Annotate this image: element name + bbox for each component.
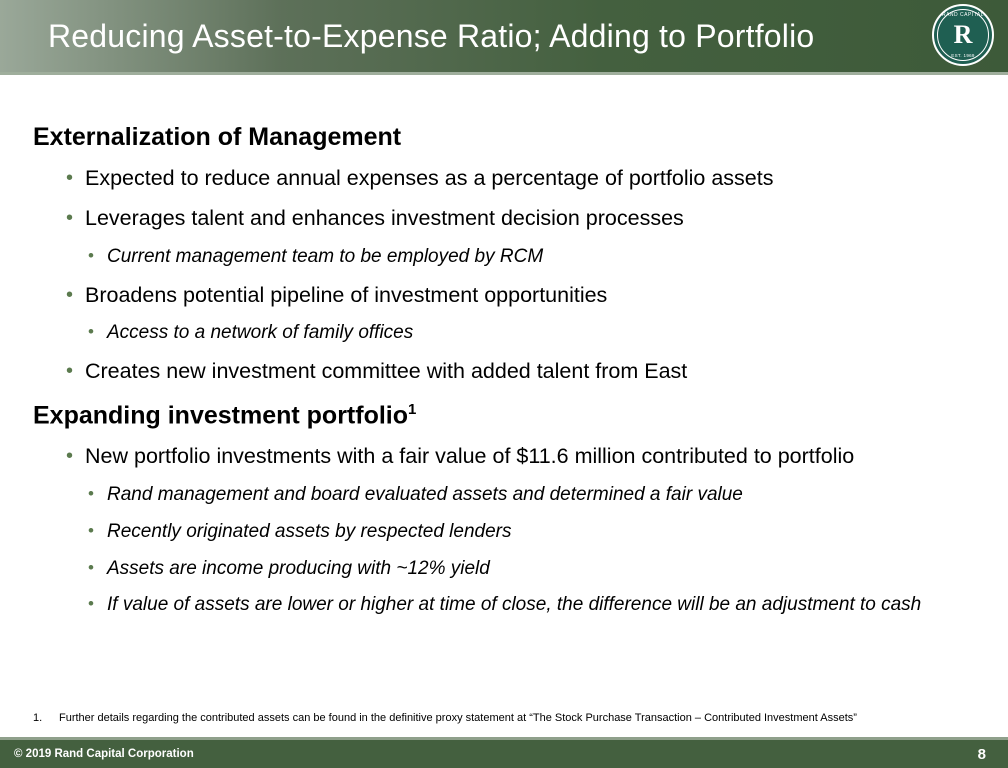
bullet-list-externalization-3 <box>0 358 1008 385</box>
footnote-marker: 1 <box>408 401 417 418</box>
list-item <box>0 165 1008 192</box>
section-heading-expanding-portfolio <box>0 401 1008 430</box>
bullet-list-externalization-2 <box>0 282 1008 309</box>
list-item <box>0 282 1008 309</box>
section-heading-text: Externalization of Management <box>33 123 402 151</box>
bullet-dot-icon: • <box>66 167 74 189</box>
section-heading-text: Expanding investment portfolio <box>33 401 409 430</box>
list-item-text: Current management team to be employed by RCM <box>107 245 544 267</box>
list-item-text: Access to a network of family offices <box>107 322 414 344</box>
list-item <box>0 483 1008 507</box>
bullet-list-expanding <box>0 443 1008 470</box>
list-item <box>0 321 1008 345</box>
list-item-text: Broadens potential pipeline of investment opportunities <box>85 282 608 307</box>
bullet-dot-icon: • <box>88 322 94 342</box>
logo-inner-ring <box>937 9 989 61</box>
list-item <box>0 443 1008 470</box>
list-item-text: Leverages talent and enhances investment decision processes <box>85 205 684 230</box>
list-item-text: Recently originated assets by respected lenders <box>107 520 512 542</box>
sub-bullet-list-externalization-1 <box>0 245 1008 269</box>
sub-bullet-list-externalization-2 <box>0 321 1008 345</box>
list-item-text: If value of assets are lower or higher at time of close, the difference will be an adjustment to cash <box>107 594 922 616</box>
bullet-dot-icon: • <box>66 445 74 468</box>
list-item-text: Creates new investment committee with added talent from East <box>85 359 688 384</box>
list-item-text: New portfolio investments with a fair value of $11.6 million contributed to portfolio <box>85 444 855 469</box>
page-title: Reducing Asset-to-Expense Ratio; Adding to Portfolio <box>48 17 815 54</box>
section-heading-externalization <box>0 123 1008 152</box>
page-number: 8 <box>977 745 986 763</box>
bullet-dot-icon: • <box>88 520 94 540</box>
slide-body <box>0 75 1008 617</box>
footnote-text: Further details regarding the contributed assets can be found in the definitive proxy statement at “The Stock Purchase Transaction – Contributed Investment Assets” <box>59 712 857 724</box>
list-item-text: Expected to reduce annual expenses as a percentage of portfolio assets <box>85 166 774 190</box>
list-item <box>0 557 1008 581</box>
copyright-text: © 2019 Rand Capital Corporation <box>14 748 194 760</box>
footnote-number: 1. <box>33 712 43 724</box>
sub-bullet-list-expanding <box>0 483 1008 617</box>
footnote <box>33 712 973 724</box>
slide-header <box>0 0 1008 72</box>
bullet-dot-icon: • <box>66 283 74 306</box>
list-item <box>0 593 1008 617</box>
list-item-text: Assets are income producing with ~12% yield <box>107 557 490 579</box>
bullet-dot-icon: • <box>66 206 74 229</box>
bullet-dot-icon: • <box>88 484 94 504</box>
slide-footer <box>0 740 1008 768</box>
list-item <box>0 205 1008 232</box>
list-item-text: Rand management and board evaluated assets and determined a fair value <box>107 484 743 506</box>
bullet-dot-icon: • <box>88 245 94 265</box>
bullet-list-externalization <box>0 165 1008 232</box>
rand-capital-logo <box>932 4 994 66</box>
logo-top-text: RAND CAPITAL <box>941 12 985 18</box>
list-item <box>0 520 1008 544</box>
list-item <box>0 358 1008 385</box>
bullet-dot-icon: • <box>88 557 94 577</box>
logo-letter: R <box>953 20 973 49</box>
bullet-dot-icon: • <box>66 360 74 383</box>
list-item <box>0 245 1008 269</box>
logo-bottom-text: EST. 1969 <box>951 53 975 58</box>
bullet-dot-icon: • <box>88 594 94 614</box>
